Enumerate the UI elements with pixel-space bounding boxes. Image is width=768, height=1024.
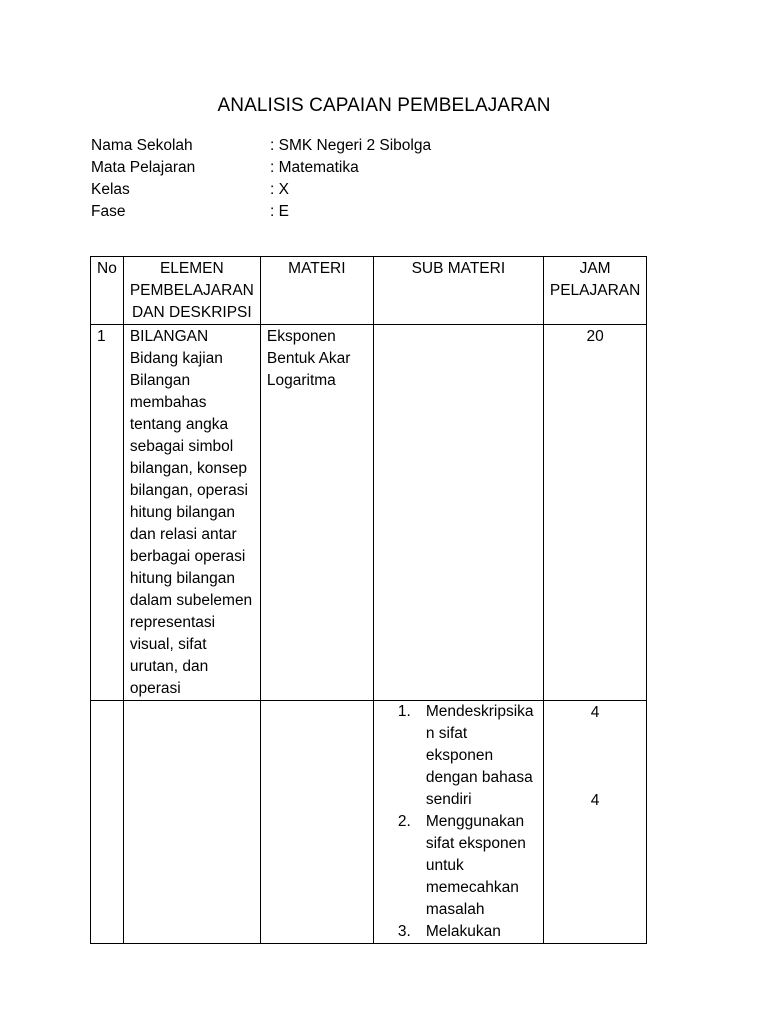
list-item xyxy=(380,811,537,921)
cell-no xyxy=(91,325,124,701)
list-item-text: Mendeskripsika n sifat eksponen dengan bahasa sendiri xyxy=(425,703,534,808)
meta-value: : Matematika xyxy=(270,159,359,176)
cell-jam xyxy=(543,325,646,701)
meta-value: : SMK Negeri 2 Sibolga xyxy=(270,137,432,154)
elemen-title: BILANGAN xyxy=(129,328,209,345)
table-row xyxy=(91,325,647,701)
list-item-number: 2. xyxy=(397,813,411,830)
table-header-row xyxy=(91,257,647,325)
meta-label: Fase xyxy=(91,203,126,220)
cell-sub-materi xyxy=(373,701,543,944)
header-elemen: ELEMEN PEMBELAJARAN DAN DESKRIPSI xyxy=(123,257,260,325)
school-info xyxy=(91,135,431,223)
cell-materi xyxy=(260,701,373,944)
header-materi: MATERI xyxy=(260,257,373,325)
jam-value: 4 xyxy=(590,792,600,809)
list-item-text: Menggunakan sifat eksponen untuk memecahkan masalah xyxy=(425,813,526,918)
materi-item: Eksponen xyxy=(266,328,336,345)
cell-elemen xyxy=(123,325,260,701)
list-item-number: 3. xyxy=(397,923,411,940)
header-no: No xyxy=(91,257,124,325)
meta-row-phase xyxy=(91,201,431,223)
cell-elemen xyxy=(123,701,260,944)
list-item-number: 1. xyxy=(397,703,411,720)
list-item-text: Melakukan xyxy=(425,923,501,940)
materi-item: Bentuk Akar xyxy=(266,350,351,367)
cell-sub-materi xyxy=(373,325,543,701)
meta-row-subject xyxy=(91,157,431,179)
row-number: 1 xyxy=(97,328,106,345)
elemen-content xyxy=(130,325,254,700)
materi-list xyxy=(267,325,367,392)
sub-materi-list xyxy=(380,701,537,943)
jam-value: 4 xyxy=(590,704,600,721)
list-item xyxy=(380,701,537,811)
jam-value: 20 xyxy=(586,328,604,345)
meta-label: Nama Sekolah xyxy=(91,137,193,154)
learning-outcomes-table xyxy=(90,256,647,944)
table-row xyxy=(91,701,647,944)
document-title: ANALISIS CAPAIAN PEMBELAJARAN xyxy=(217,95,551,116)
cell-no xyxy=(91,701,124,944)
meta-label: Mata Pelajaran xyxy=(91,159,196,176)
meta-row-class xyxy=(91,179,431,201)
jam-list xyxy=(550,701,640,812)
elemen-description: Bidang kajian Bilangan membahas tentang angka sebagai simbol bilangan, konsep bilangan, operasi hitung bilangan dan relasi antar berbagai operasi hitung bilangan dalam subelemen representasi visual, sifat urutan, dan operasi xyxy=(129,350,253,697)
meta-row-school xyxy=(91,135,431,157)
list-item xyxy=(380,921,537,943)
meta-value: : X xyxy=(270,181,289,198)
meta-value: : E xyxy=(270,203,289,220)
header-sub-materi: SUB MATERI xyxy=(373,257,543,325)
header-jam: JAM PELAJARAN xyxy=(543,257,646,325)
materi-item: Logaritma xyxy=(266,372,336,389)
cell-jam xyxy=(543,701,646,944)
cell-materi xyxy=(260,325,373,701)
meta-label: Kelas xyxy=(91,181,130,198)
